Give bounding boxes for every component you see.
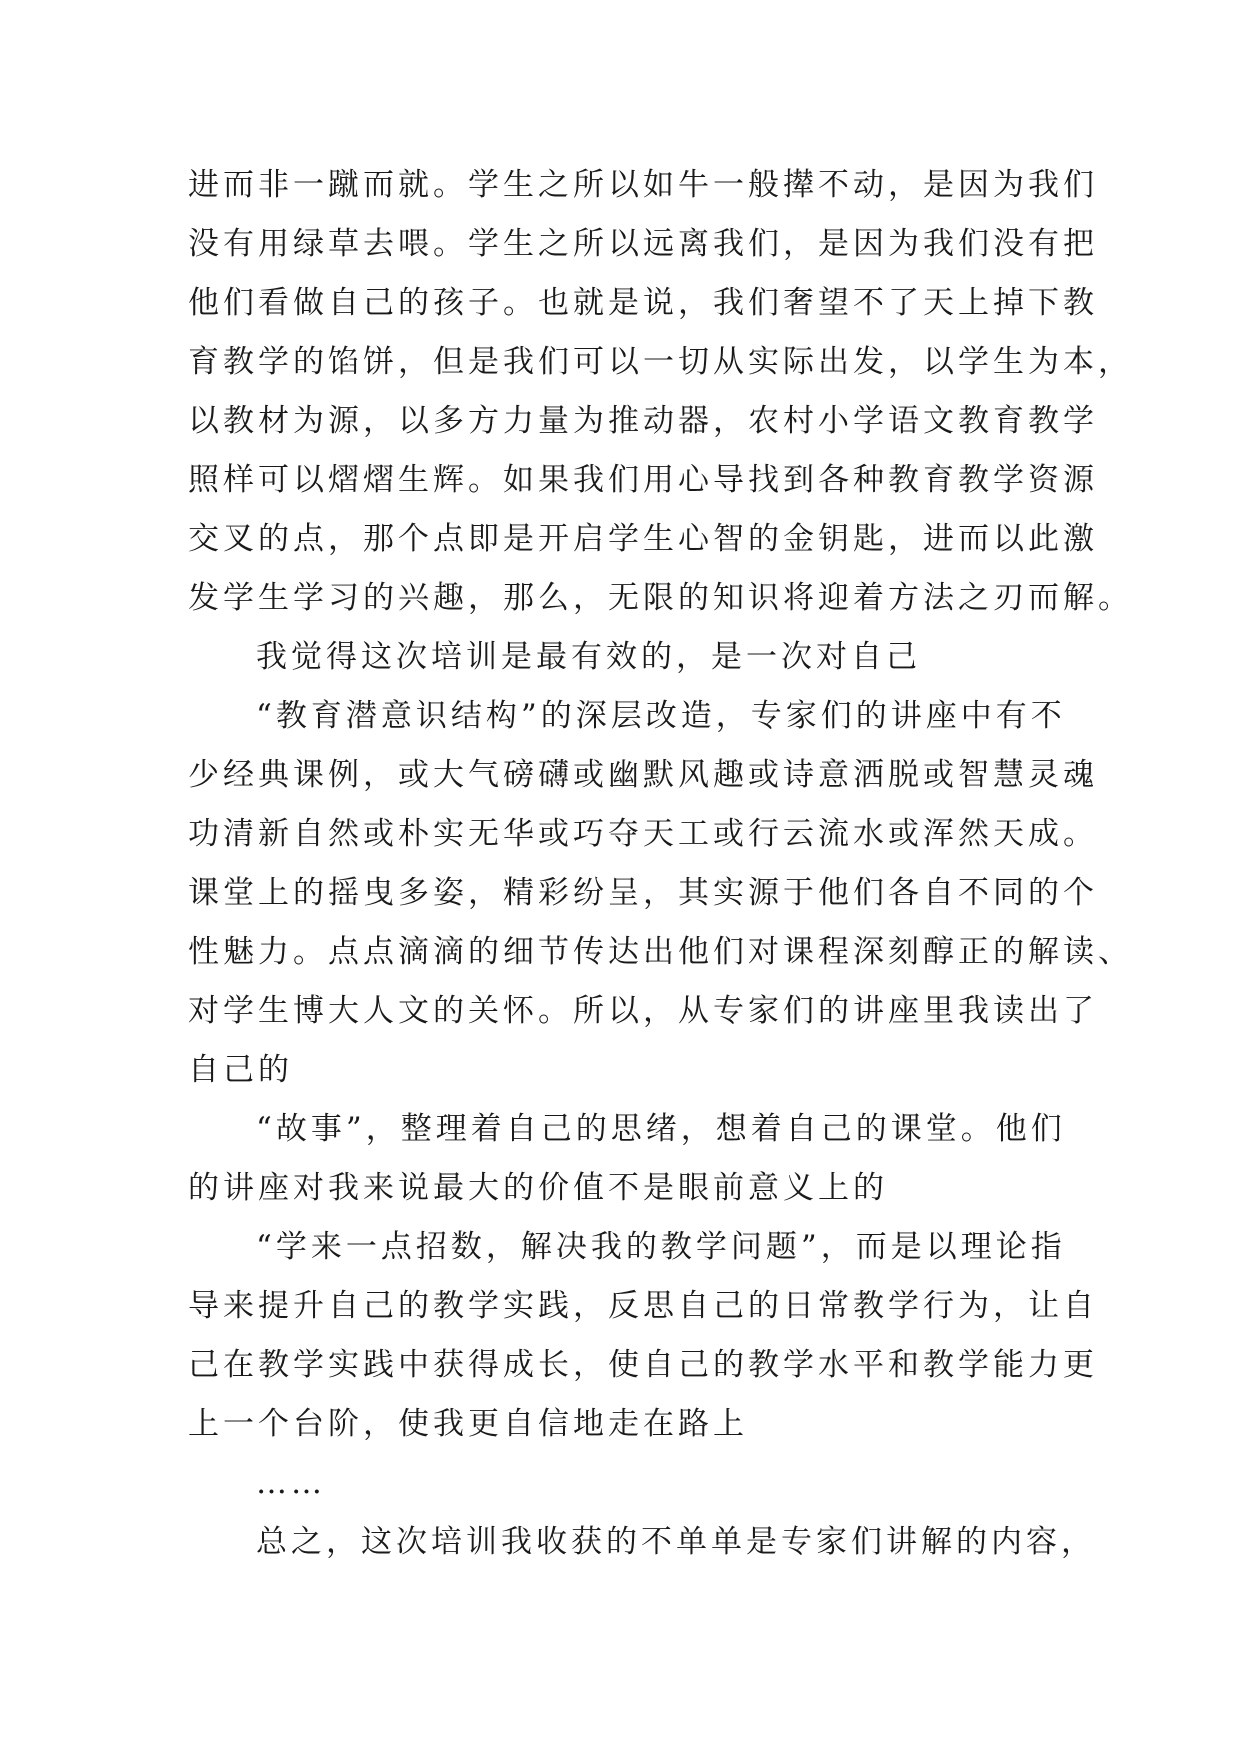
text-line: 以教材为源，以多方力量为推动器，农村小学语文教育教学: [188, 403, 1098, 439]
text-line: 功清新自然或朴实无华或巧夺天工或行云流水或浑然天成。: [188, 816, 1098, 852]
text-line: 总之，这次培训我收获的不单单是专家们讲解的内容，: [256, 1524, 1096, 1560]
text-line: 对学生博大人文的关怀。所以，从专家们的讲座里我读出了: [188, 993, 1098, 1029]
text-line: 少经典课例，或大气磅礴或幽默风趣或诗意洒脱或智慧灵魂: [188, 757, 1098, 793]
text-line: 育教学的馅饼，但是我们可以一切从实际出发，以学生为本，: [188, 344, 1133, 380]
text-line: 自己的: [188, 1052, 293, 1088]
text-line: 上一个台阶，使我更自信地走在路上: [188, 1406, 748, 1442]
ellipsis-line: ……: [256, 1465, 326, 1501]
text-line: 的讲座对我来说最大的价值不是眼前意义上的: [188, 1170, 888, 1206]
text-line: 交叉的点，那个点即是开启学生心智的金钥匙，进而以此激: [188, 521, 1098, 557]
document-body: [188, 156, 1133, 1572]
text-line: 导来提升自己的教学实践，反思自己的日常教学行为，让自: [188, 1288, 1098, 1324]
text-line: 进而非一蹴而就。学生之所以如牛一般撵不动，是因为我们: [188, 167, 1098, 203]
text-line: 己在教学实践中获得成长，使自己的教学水平和教学能力更: [188, 1347, 1098, 1383]
text-line: 发学生学习的兴趣，那么，无限的知识将迎着方法之刃而解。: [188, 580, 1133, 616]
text-line: 课堂上的摇曳多姿，精彩纷呈，其实源于他们各自不同的个: [188, 875, 1098, 911]
text-line: 他们看做自己的孩子。也就是说，我们奢望不了天上掉下教: [188, 285, 1098, 321]
text-line: 照样可以熠熠生辉。如果我们用心导找到各种教育教学资源: [188, 462, 1098, 498]
text-line: 我觉得这次培训是最有效的，是一次对自己: [256, 639, 921, 675]
text-line: “教育潜意识结构”的深层改造，专家们的讲座中有不: [256, 698, 1066, 734]
text-line: 没有用绿草去喂。学生之所以远离我们，是因为我们没有把: [188, 226, 1098, 262]
text-line: “故事”，整理着自己的思绪，想着自己的课堂。他们: [256, 1111, 1066, 1147]
text-line: 性魅力。点点滴滴的细节传达出他们对课程深刻醇正的解读、: [188, 934, 1133, 970]
text-line: “学来一点招数，解决我的教学问题”，而是以理论指: [256, 1229, 1066, 1265]
